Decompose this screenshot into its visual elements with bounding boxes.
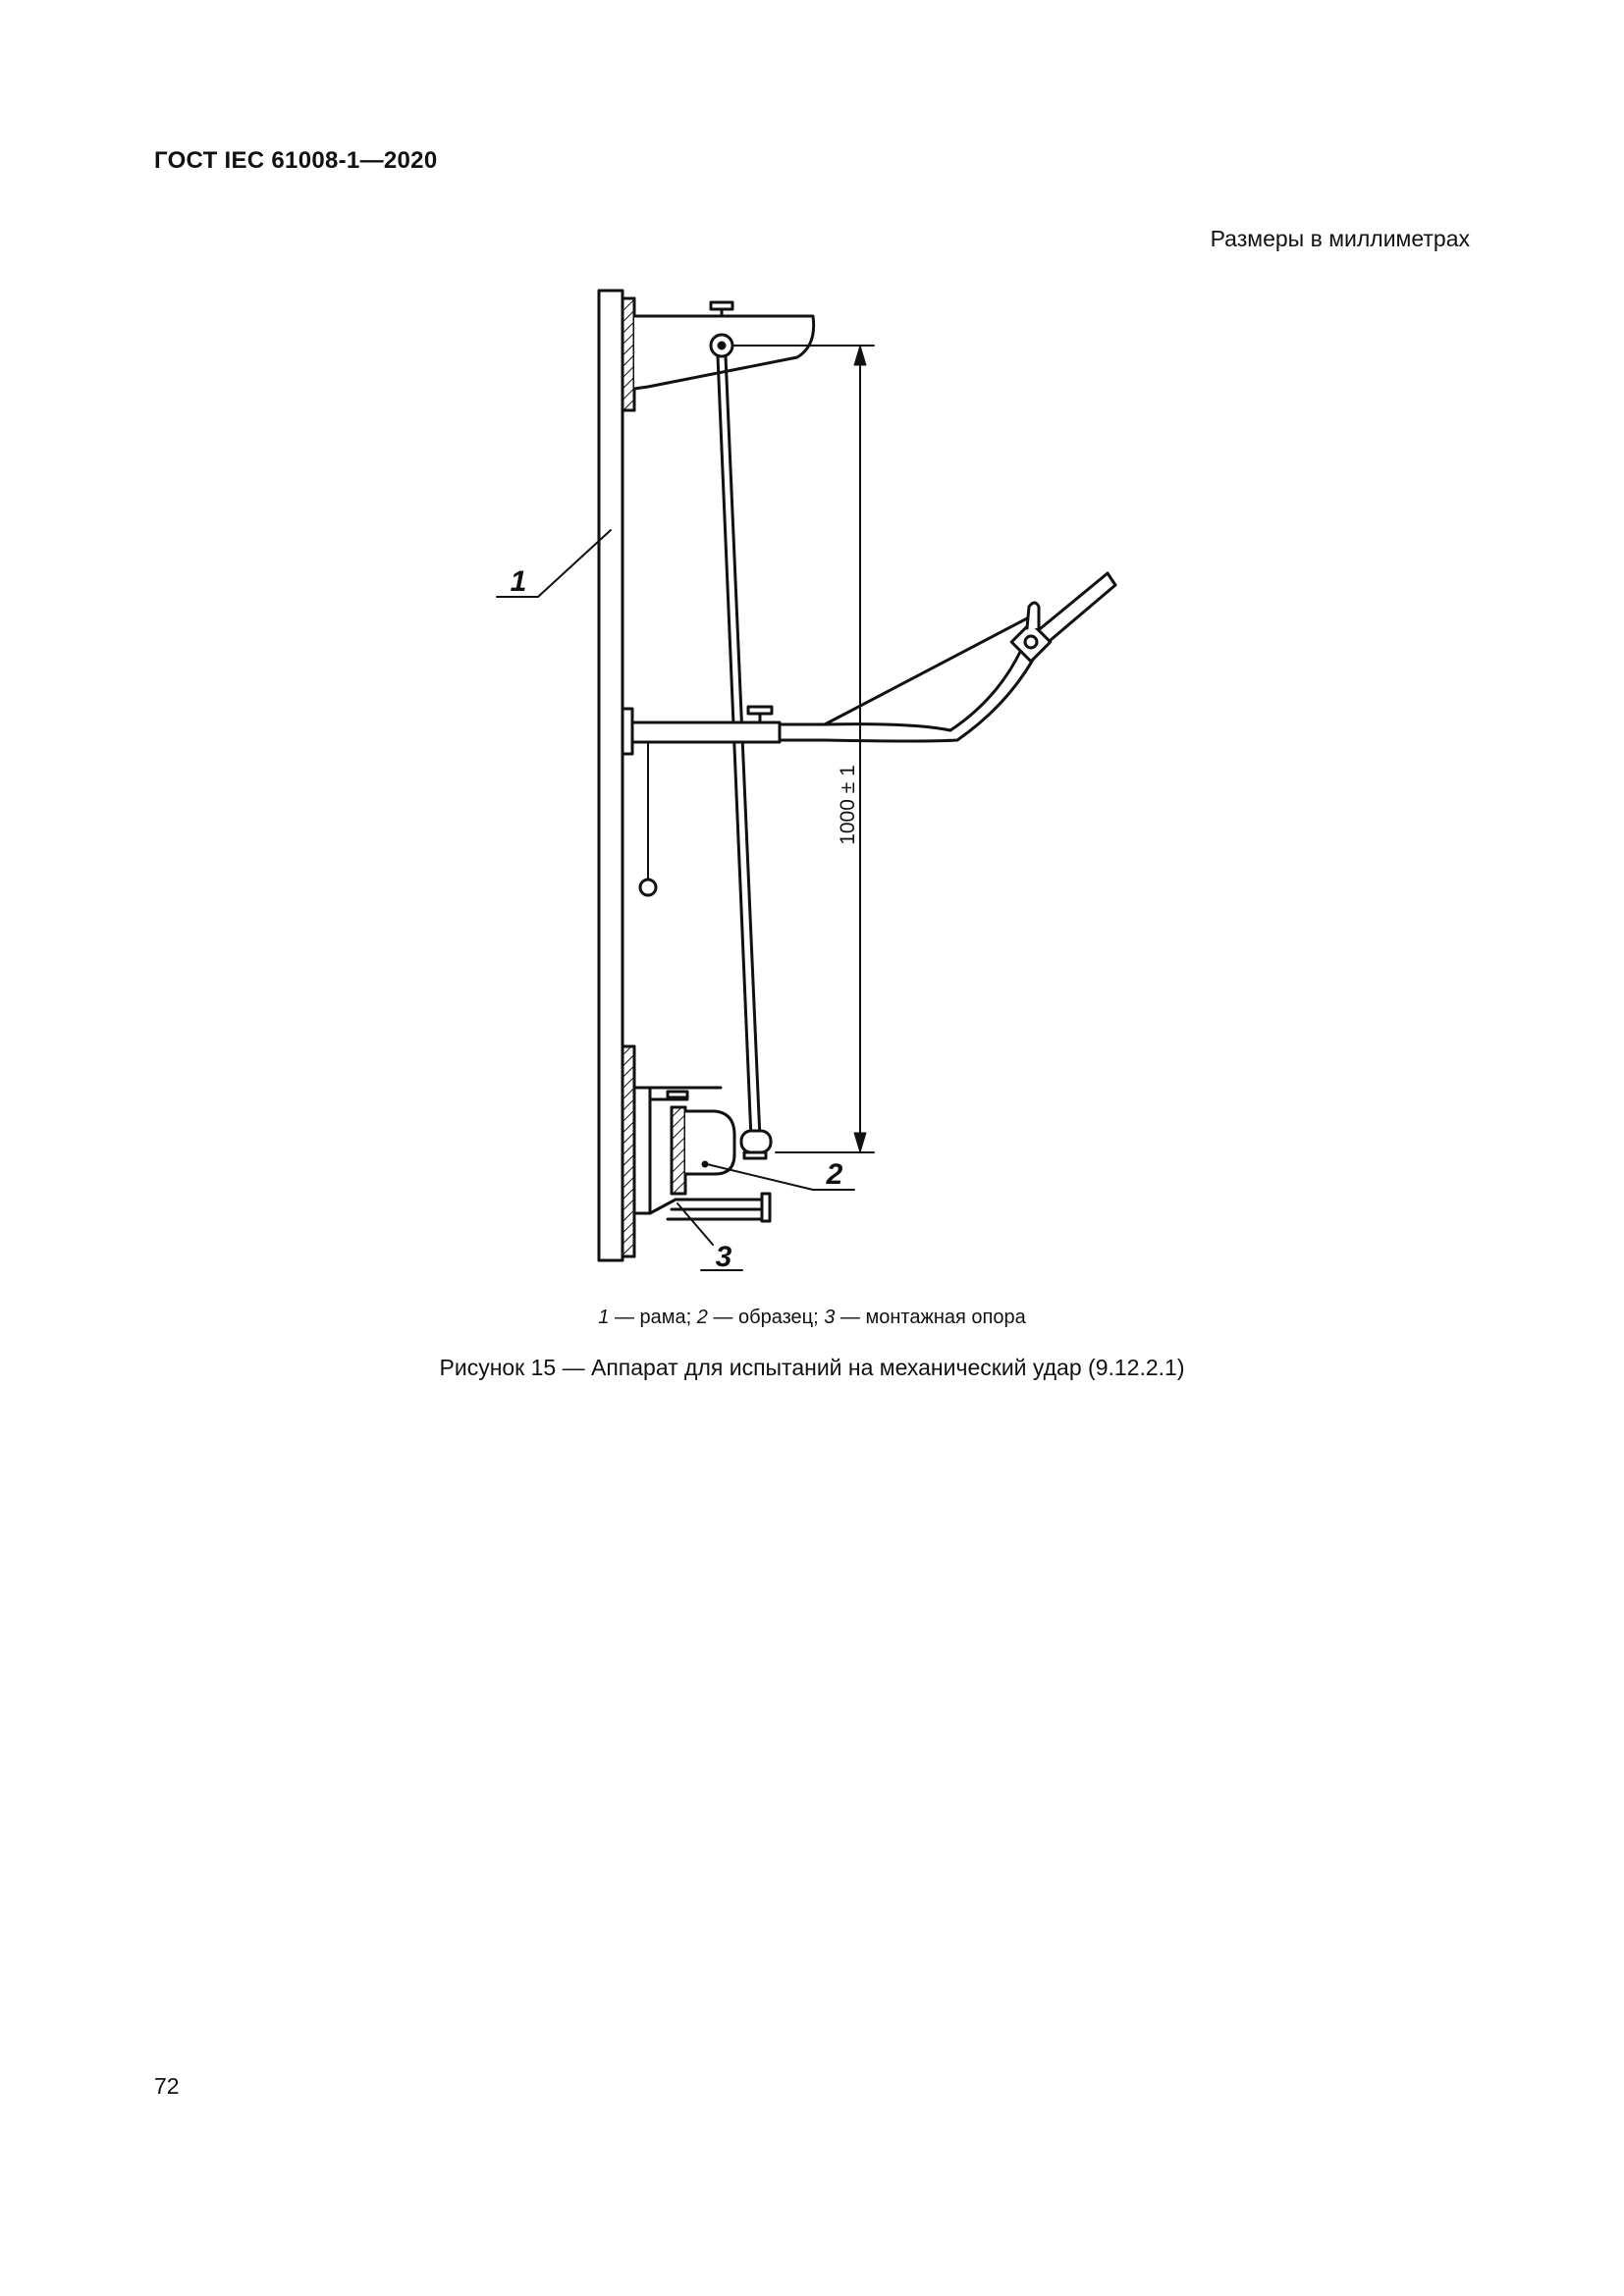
- page-number: 72: [154, 2073, 180, 2099]
- callout-3: 3: [715, 1241, 732, 1273]
- callout-2: 2: [826, 1158, 843, 1191]
- legend-text-3: — монтажная опора: [835, 1307, 1026, 1328]
- pendulum-rod: [718, 356, 751, 1139]
- dimension-label: 1000 ± 1: [837, 765, 859, 845]
- figure-legend: [0, 1307, 1624, 1329]
- legend-text-2: — образец;: [707, 1307, 825, 1328]
- legend-num-1: 1: [598, 1307, 610, 1328]
- frame-post: [599, 291, 623, 1260]
- leader-2: [707, 1164, 813, 1190]
- document-header: ГОСТ IEC 61008-1—2020: [154, 147, 438, 174]
- figure-caption: Рисунок 15 — Аппарат для испытаний на механический удар (9.12.2.1): [439, 1355, 1185, 1380]
- legend-num-2: 2: [696, 1307, 708, 1328]
- middle-arm: [632, 722, 780, 742]
- lower-mount-plate: [623, 1046, 634, 1256]
- callout-1: 1: [510, 565, 527, 598]
- legend-text-1: — рама;: [609, 1307, 697, 1328]
- units-note: Размеры в миллиметрах: [1210, 226, 1470, 251]
- legend-num-3: 3: [824, 1307, 836, 1328]
- upper-mount-plate: [623, 298, 634, 410]
- pendulum-hammer: [741, 1131, 771, 1152]
